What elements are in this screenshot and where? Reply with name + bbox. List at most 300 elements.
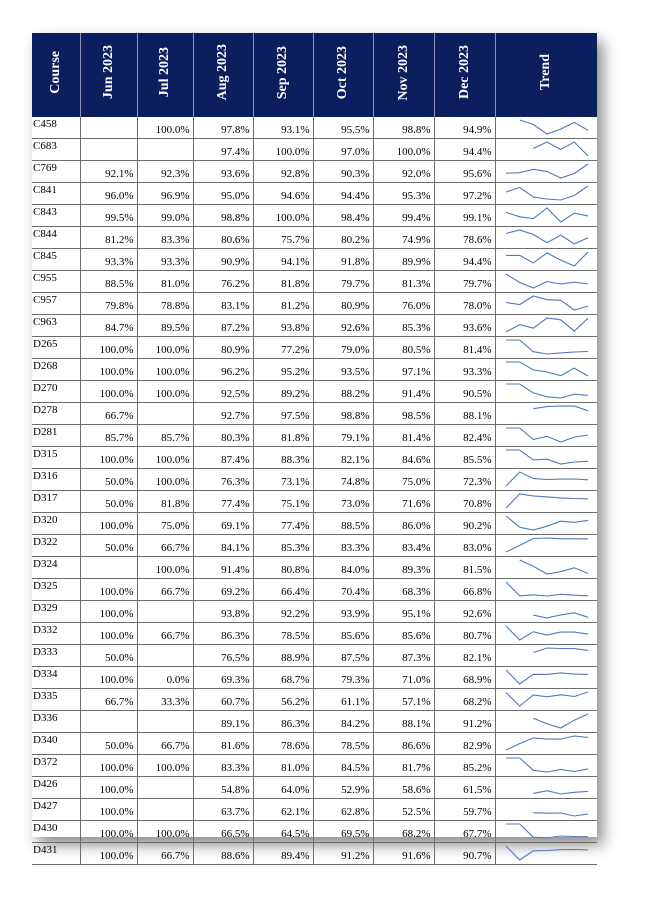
value-cell: 66.7%	[137, 843, 193, 865]
value-cell: 79.0%	[313, 337, 373, 359]
sparkline-line	[506, 230, 588, 244]
sparkline	[496, 425, 598, 446]
trend-cell	[495, 623, 597, 645]
trend-cell	[495, 359, 597, 381]
value-cell: 81.0%	[253, 755, 313, 777]
value-cell: 70.4%	[313, 579, 373, 601]
value-cell: 63.7%	[193, 799, 253, 821]
sparkline-line	[506, 186, 588, 200]
value-cell: 81.5%	[434, 557, 495, 579]
course-cell: C955	[32, 271, 80, 293]
header-month: Dec 2023	[434, 33, 495, 117]
value-cell: 88.1%	[434, 403, 495, 425]
table-row	[32, 425, 597, 447]
table-row	[32, 579, 597, 601]
value-cell: 92.2%	[253, 601, 313, 623]
sparkline	[496, 227, 598, 248]
value-cell: 78.0%	[434, 293, 495, 315]
value-cell: 95.1%	[373, 601, 434, 623]
table-row	[32, 139, 597, 161]
sparkline	[496, 139, 598, 160]
value-cell: 93.6%	[193, 161, 253, 183]
value-cell: 75.0%	[373, 469, 434, 491]
value-cell: 77.4%	[253, 513, 313, 535]
trend-cell	[495, 447, 597, 469]
value-cell: 68.9%	[434, 667, 495, 689]
sparkline-line	[506, 538, 588, 552]
value-cell: 87.3%	[373, 645, 434, 667]
trend-cell	[495, 689, 597, 711]
table-row	[32, 689, 597, 711]
table-row	[32, 667, 597, 689]
table-row	[32, 711, 597, 733]
value-cell: 50.0%	[80, 535, 137, 557]
value-cell: 95.6%	[434, 161, 495, 183]
sparkline	[496, 821, 598, 842]
sparkline-line	[506, 450, 588, 464]
sparkline	[496, 293, 598, 314]
value-cell	[137, 601, 193, 623]
value-cell: 100.0%	[137, 447, 193, 469]
table-row	[32, 183, 597, 205]
value-cell: 98.5%	[373, 403, 434, 425]
value-cell	[80, 557, 137, 579]
value-cell: 100.0%	[137, 337, 193, 359]
value-cell: 61.1%	[313, 689, 373, 711]
value-cell: 99.5%	[80, 205, 137, 227]
value-cell: 93.5%	[313, 359, 373, 381]
sparkline-line	[533, 648, 588, 653]
sparkline-line	[533, 613, 588, 618]
sparkline-line	[533, 813, 588, 816]
sparkline-line	[506, 736, 588, 750]
value-cell: 81.8%	[137, 491, 193, 513]
value-cell: 85.5%	[434, 447, 495, 469]
trend-cell	[495, 337, 597, 359]
table-row	[32, 249, 597, 271]
value-cell	[137, 403, 193, 425]
value-cell: 78.5%	[253, 623, 313, 645]
value-cell: 77.2%	[253, 337, 313, 359]
value-cell: 68.2%	[373, 821, 434, 843]
trend-cell	[495, 381, 597, 403]
trend-cell	[495, 205, 597, 227]
sparkline-line	[533, 142, 588, 156]
value-cell: 92.0%	[373, 161, 434, 183]
trend-cell	[495, 557, 597, 579]
sparkline	[496, 513, 598, 534]
value-cell: 88.2%	[313, 381, 373, 403]
value-cell: 97.4%	[193, 139, 253, 161]
value-cell: 92.3%	[137, 161, 193, 183]
value-cell: 90.3%	[313, 161, 373, 183]
sparkline	[496, 447, 598, 468]
value-cell: 71.0%	[373, 667, 434, 689]
value-cell: 80.9%	[193, 337, 253, 359]
trend-cell	[495, 293, 597, 315]
value-cell: 78.6%	[253, 733, 313, 755]
course-cell: C844	[32, 227, 80, 249]
course-cell: D335	[32, 689, 80, 711]
table-body	[32, 117, 597, 865]
sparkline-line	[506, 252, 588, 266]
value-cell: 97.8%	[193, 117, 253, 139]
course-cell: C683	[32, 139, 80, 161]
value-cell: 91.6%	[373, 843, 434, 865]
table-row	[32, 469, 597, 491]
value-cell	[80, 711, 137, 733]
sparkline-line	[506, 472, 588, 486]
value-cell: 62.1%	[253, 799, 313, 821]
value-cell: 82.4%	[434, 425, 495, 447]
value-cell: 89.1%	[193, 711, 253, 733]
sparkline-line	[506, 846, 588, 860]
value-cell: 66.4%	[253, 579, 313, 601]
trend-cell	[495, 491, 597, 513]
table-row	[32, 601, 597, 623]
value-cell: 75.0%	[137, 513, 193, 535]
value-cell: 88.9%	[253, 645, 313, 667]
value-cell: 81.2%	[253, 293, 313, 315]
table-row	[32, 293, 597, 315]
trend-cell	[495, 755, 597, 777]
value-cell: 70.8%	[434, 491, 495, 513]
completion-table	[32, 33, 597, 865]
value-cell: 74.8%	[313, 469, 373, 491]
value-cell: 89.5%	[137, 315, 193, 337]
trend-cell	[495, 601, 597, 623]
value-cell: 81.8%	[253, 425, 313, 447]
value-cell: 90.5%	[434, 381, 495, 403]
value-cell: 99.1%	[434, 205, 495, 227]
trend-cell	[495, 843, 597, 865]
value-cell: 66.7%	[80, 689, 137, 711]
value-cell: 80.9%	[313, 293, 373, 315]
table-row	[32, 821, 597, 843]
value-cell: 83.3%	[313, 535, 373, 557]
value-cell: 80.6%	[193, 227, 253, 249]
sparkline-line	[506, 296, 588, 310]
value-cell: 66.7%	[137, 579, 193, 601]
sparkline	[496, 469, 598, 490]
trend-cell	[495, 777, 597, 799]
header-month: Nov 2023	[373, 33, 434, 117]
value-cell	[137, 139, 193, 161]
value-cell: 89.4%	[253, 843, 313, 865]
value-cell: 83.3%	[193, 755, 253, 777]
sparkline	[496, 799, 598, 820]
value-cell: 96.9%	[137, 183, 193, 205]
value-cell: 64.5%	[253, 821, 313, 843]
value-cell: 100.0%	[80, 601, 137, 623]
value-cell: 82.9%	[434, 733, 495, 755]
value-cell: 85.3%	[373, 315, 434, 337]
sparkline-line	[506, 670, 588, 684]
sparkline	[496, 623, 598, 644]
table-row	[32, 315, 597, 337]
trend-cell	[495, 227, 597, 249]
value-cell: 92.8%	[253, 161, 313, 183]
sparkline-line	[506, 208, 588, 222]
header-trend: Trend	[495, 33, 597, 117]
value-cell: 85.7%	[80, 425, 137, 447]
sparkline-line	[506, 274, 588, 288]
value-cell: 50.0%	[80, 469, 137, 491]
value-cell: 67.7%	[434, 821, 495, 843]
sparkline-line	[519, 560, 587, 574]
value-cell: 83.1%	[193, 293, 253, 315]
value-cell: 69.1%	[193, 513, 253, 535]
sparkline-line	[506, 362, 588, 376]
value-cell	[137, 799, 193, 821]
course-cell: D265	[32, 337, 80, 359]
value-cell: 91.4%	[193, 557, 253, 579]
value-cell: 83.3%	[137, 227, 193, 249]
sparkline	[496, 315, 598, 336]
course-cell: C963	[32, 315, 80, 337]
sparkline	[496, 205, 598, 226]
sparkline	[496, 249, 598, 270]
value-cell: 84.6%	[373, 447, 434, 469]
value-cell: 85.7%	[137, 425, 193, 447]
value-cell: 52.9%	[313, 777, 373, 799]
value-cell: 71.6%	[373, 491, 434, 513]
value-cell: 96.0%	[80, 183, 137, 205]
trend-cell	[495, 469, 597, 491]
sparkline-line	[533, 406, 588, 411]
value-cell: 99.4%	[373, 205, 434, 227]
value-cell: 0.0%	[137, 667, 193, 689]
value-cell: 88.6%	[193, 843, 253, 865]
value-cell: 93.9%	[313, 601, 373, 623]
value-cell: 85.3%	[253, 535, 313, 557]
course-cell: D336	[32, 711, 80, 733]
course-cell: D320	[32, 513, 80, 535]
sparkline	[496, 381, 598, 402]
sparkline	[496, 183, 598, 204]
course-cell: D281	[32, 425, 80, 447]
value-cell: 97.5%	[253, 403, 313, 425]
sparkline-line	[506, 582, 588, 596]
value-cell: 85.6%	[373, 623, 434, 645]
course-cell: C845	[32, 249, 80, 271]
trend-cell	[495, 667, 597, 689]
trend-cell	[495, 403, 597, 425]
sparkline-line	[506, 164, 588, 178]
table-row	[32, 227, 597, 249]
value-cell: 81.3%	[373, 271, 434, 293]
value-cell: 97.0%	[313, 139, 373, 161]
value-cell: 88.5%	[313, 513, 373, 535]
course-cell: D426	[32, 777, 80, 799]
value-cell: 93.3%	[80, 249, 137, 271]
value-cell: 88.5%	[80, 271, 137, 293]
value-cell: 100.0%	[137, 469, 193, 491]
value-cell: 93.6%	[434, 315, 495, 337]
sparkline	[496, 535, 598, 556]
value-cell: 100.0%	[80, 667, 137, 689]
value-cell: 97.2%	[434, 183, 495, 205]
course-cell: D329	[32, 601, 80, 623]
value-cell: 84.1%	[193, 535, 253, 557]
sparkline	[496, 667, 598, 688]
table-row	[32, 513, 597, 535]
value-cell: 98.4%	[313, 205, 373, 227]
value-cell: 89.2%	[253, 381, 313, 403]
table-row	[32, 403, 597, 425]
sparkline-line	[506, 428, 588, 442]
table-row	[32, 381, 597, 403]
value-cell: 77.4%	[193, 491, 253, 513]
value-cell: 92.6%	[313, 315, 373, 337]
value-cell: 91.8%	[313, 249, 373, 271]
value-cell: 50.0%	[80, 733, 137, 755]
value-cell: 86.0%	[373, 513, 434, 535]
course-cell: D427	[32, 799, 80, 821]
value-cell: 92.5%	[193, 381, 253, 403]
value-cell: 92.6%	[434, 601, 495, 623]
value-cell: 94.4%	[434, 139, 495, 161]
value-cell: 57.1%	[373, 689, 434, 711]
sparkline	[496, 645, 598, 666]
course-cell: D340	[32, 733, 80, 755]
value-cell: 69.2%	[193, 579, 253, 601]
trend-cell	[495, 535, 597, 557]
value-cell: 84.2%	[313, 711, 373, 733]
header-month: Oct 2023	[313, 33, 373, 117]
sparkline	[496, 755, 598, 776]
table-row	[32, 755, 597, 777]
sparkline-line	[533, 714, 588, 728]
value-cell: 97.1%	[373, 359, 434, 381]
sparkline	[496, 359, 598, 380]
table-row	[32, 271, 597, 293]
course-cell: D430	[32, 821, 80, 843]
value-cell: 90.2%	[434, 513, 495, 535]
value-cell: 92.1%	[80, 161, 137, 183]
value-cell: 33.3%	[137, 689, 193, 711]
value-cell: 81.0%	[137, 271, 193, 293]
value-cell: 100.0%	[137, 117, 193, 139]
value-cell: 81.6%	[193, 733, 253, 755]
value-cell: 80.3%	[193, 425, 253, 447]
value-cell: 54.8%	[193, 777, 253, 799]
value-cell: 100.0%	[137, 557, 193, 579]
value-cell: 81.2%	[80, 227, 137, 249]
value-cell: 100.0%	[80, 623, 137, 645]
course-cell: D332	[32, 623, 80, 645]
value-cell	[137, 711, 193, 733]
value-cell: 50.0%	[80, 491, 137, 513]
sparkline	[496, 117, 598, 138]
report-sheet	[32, 33, 597, 862]
sparkline-line	[506, 824, 588, 838]
value-cell: 86.3%	[253, 711, 313, 733]
value-cell: 86.3%	[193, 623, 253, 645]
course-cell: C769	[32, 161, 80, 183]
value-cell: 81.4%	[373, 425, 434, 447]
value-cell: 84.5%	[313, 755, 373, 777]
value-cell	[137, 777, 193, 799]
sparkline-line	[506, 758, 588, 772]
trend-cell	[495, 733, 597, 755]
value-cell: 100.0%	[80, 359, 137, 381]
course-cell: D270	[32, 381, 80, 403]
course-cell: D372	[32, 755, 80, 777]
sparkline-line	[533, 791, 588, 794]
value-cell: 78.6%	[434, 227, 495, 249]
value-cell: 75.7%	[253, 227, 313, 249]
value-cell: 90.9%	[193, 249, 253, 271]
course-cell: D317	[32, 491, 80, 513]
table-row	[32, 645, 597, 667]
value-cell: 99.0%	[137, 205, 193, 227]
sparkline-line	[506, 340, 588, 354]
value-cell: 84.7%	[80, 315, 137, 337]
value-cell: 69.5%	[313, 821, 373, 843]
value-cell: 90.7%	[434, 843, 495, 865]
value-cell: 66.7%	[137, 535, 193, 557]
value-cell: 78.8%	[137, 293, 193, 315]
value-cell: 83.0%	[434, 535, 495, 557]
value-cell: 100.0%	[80, 513, 137, 535]
value-cell: 88.3%	[253, 447, 313, 469]
sparkline-line	[506, 626, 588, 640]
value-cell: 100.0%	[373, 139, 434, 161]
value-cell: 61.5%	[434, 777, 495, 799]
value-cell: 87.4%	[193, 447, 253, 469]
sparkline	[496, 337, 598, 358]
value-cell: 83.4%	[373, 535, 434, 557]
course-cell: D324	[32, 557, 80, 579]
value-cell: 82.1%	[313, 447, 373, 469]
table-row	[32, 535, 597, 557]
sparkline	[496, 271, 598, 292]
value-cell	[80, 117, 137, 139]
course-cell: D325	[32, 579, 80, 601]
value-cell: 100.0%	[80, 337, 137, 359]
value-cell: 100.0%	[253, 205, 313, 227]
sparkline	[496, 711, 598, 732]
value-cell: 68.7%	[253, 667, 313, 689]
value-cell: 85.6%	[313, 623, 373, 645]
course-cell: D278	[32, 403, 80, 425]
value-cell: 100.0%	[137, 359, 193, 381]
trend-cell	[495, 645, 597, 667]
sparkline	[496, 843, 598, 864]
table-row	[32, 777, 597, 799]
trend-cell	[495, 249, 597, 271]
sparkline	[496, 601, 598, 622]
value-cell: 66.7%	[137, 623, 193, 645]
value-cell: 91.2%	[313, 843, 373, 865]
value-cell: 100.0%	[80, 843, 137, 865]
header-month: Jun 2023	[80, 33, 137, 117]
value-cell: 100.0%	[253, 139, 313, 161]
value-cell: 85.2%	[434, 755, 495, 777]
value-cell: 88.1%	[373, 711, 434, 733]
course-cell: D334	[32, 667, 80, 689]
table-row	[32, 843, 597, 865]
course-cell: D315	[32, 447, 80, 469]
value-cell: 89.3%	[373, 557, 434, 579]
value-cell: 98.8%	[193, 205, 253, 227]
value-cell: 76.0%	[373, 293, 434, 315]
value-cell: 93.3%	[434, 359, 495, 381]
trend-cell	[495, 315, 597, 337]
course-cell: C957	[32, 293, 80, 315]
course-cell: D322	[32, 535, 80, 557]
